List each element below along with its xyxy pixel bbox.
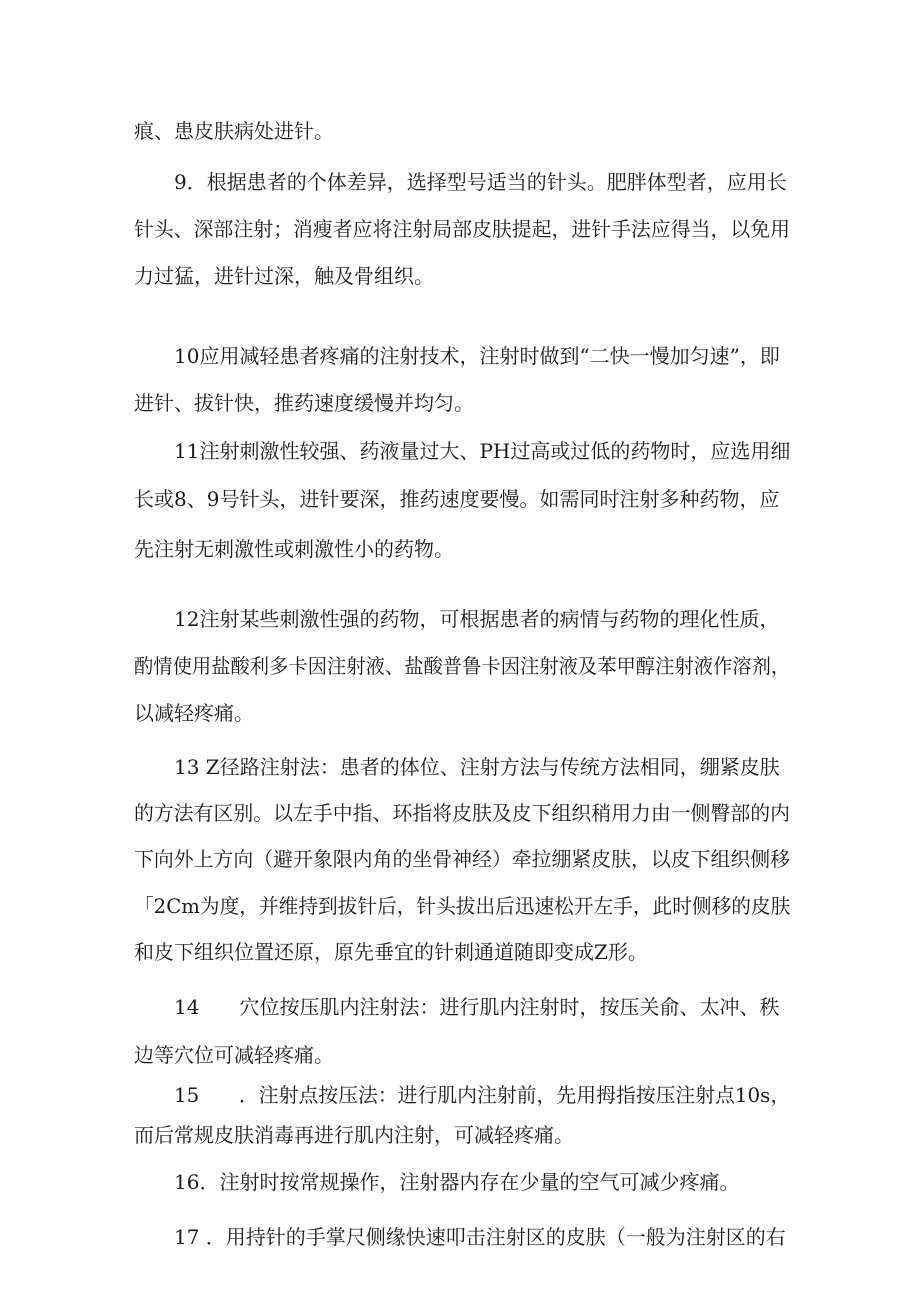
- text-line: 11注射刺激性较强、药液量过大、PH过高或过低的药物时，应选用细: [174, 439, 791, 463]
- text-line: 17 ．用持针的手掌尺侧缘快速叩击注射区的皮肤（一般为注射区的右: [174, 1225, 786, 1249]
- text-line: 13 Z径路注射法：患者的体位、注射方法与传统方法相同，绷紧皮肤: [174, 755, 780, 779]
- text-line: 14 穴位按压肌内注射法：进行肌内注射时，按压关俞、太冲、秩: [174, 995, 780, 1019]
- text-line: 12注射某些刺激性强的药物，可根据患者的病情与药物的理化性质，: [174, 607, 780, 631]
- text-line: 「2Cm为度，并维持到拔针后，针头拔出后迅速松开左手，此时侧移的皮肤: [134, 894, 791, 918]
- text-line: 先注射无刺激性或刺激性小的药物。: [134, 537, 454, 561]
- text-line: 9．根据患者的个体差异，选择型号适当的针头。肥胖体型者，应用长: [174, 170, 787, 194]
- text-line: 以减轻疼痛。: [134, 701, 254, 725]
- text-line: 15 ．注射点按压法：进行肌内注射前，先用拇指按压注射点10s，: [174, 1083, 791, 1107]
- text-line: 力过猛，进针过深，触及骨组织。: [134, 264, 434, 288]
- text-line: 进针、拔针快，推药速度缓慢并均匀。: [134, 391, 474, 415]
- text-line: 痕、患皮肤病处进针。: [134, 119, 334, 143]
- text-line: 10应用减轻患者疼痛的注射技术，注射时做到“二快一慢加匀速”，即: [174, 344, 780, 368]
- text-line: 16．注射时按常规操作，注射器内存在少量的空气可减少疼痛。: [174, 1170, 740, 1194]
- text-line: 针头、深部注射；消瘦者应将注射局部皮肤提起，进针手法应得当，以免用: [134, 217, 791, 241]
- text-line: 下向外上方向（避开象限内角的坐骨神经）牵拉绷紧皮肤，以皮下组织侧移: [134, 847, 791, 871]
- text-line: 而后常规皮肤消毒再进行肌内注射，可减轻疼痛。: [134, 1123, 574, 1147]
- text-line: 的方法有区别。以左手中指、环指将皮肤及皮下组织稍用力由一侧臀部的内: [134, 801, 791, 825]
- text-line: 边等穴位可减轻疼痛。: [134, 1043, 334, 1067]
- text-line: 酌情使用盐酸利多卡因注射液、盐酸普鲁卡因注射液及苯甲醇注射液作溶剂，: [134, 654, 791, 678]
- text-line: 长或8、9号针头，进针要深，推药速度要慢。如需同时注射多种药物，应: [134, 487, 780, 511]
- text-line: 和皮下组织位置还原，原先垂宜的针刺通道随即变成Z形。: [134, 940, 648, 964]
